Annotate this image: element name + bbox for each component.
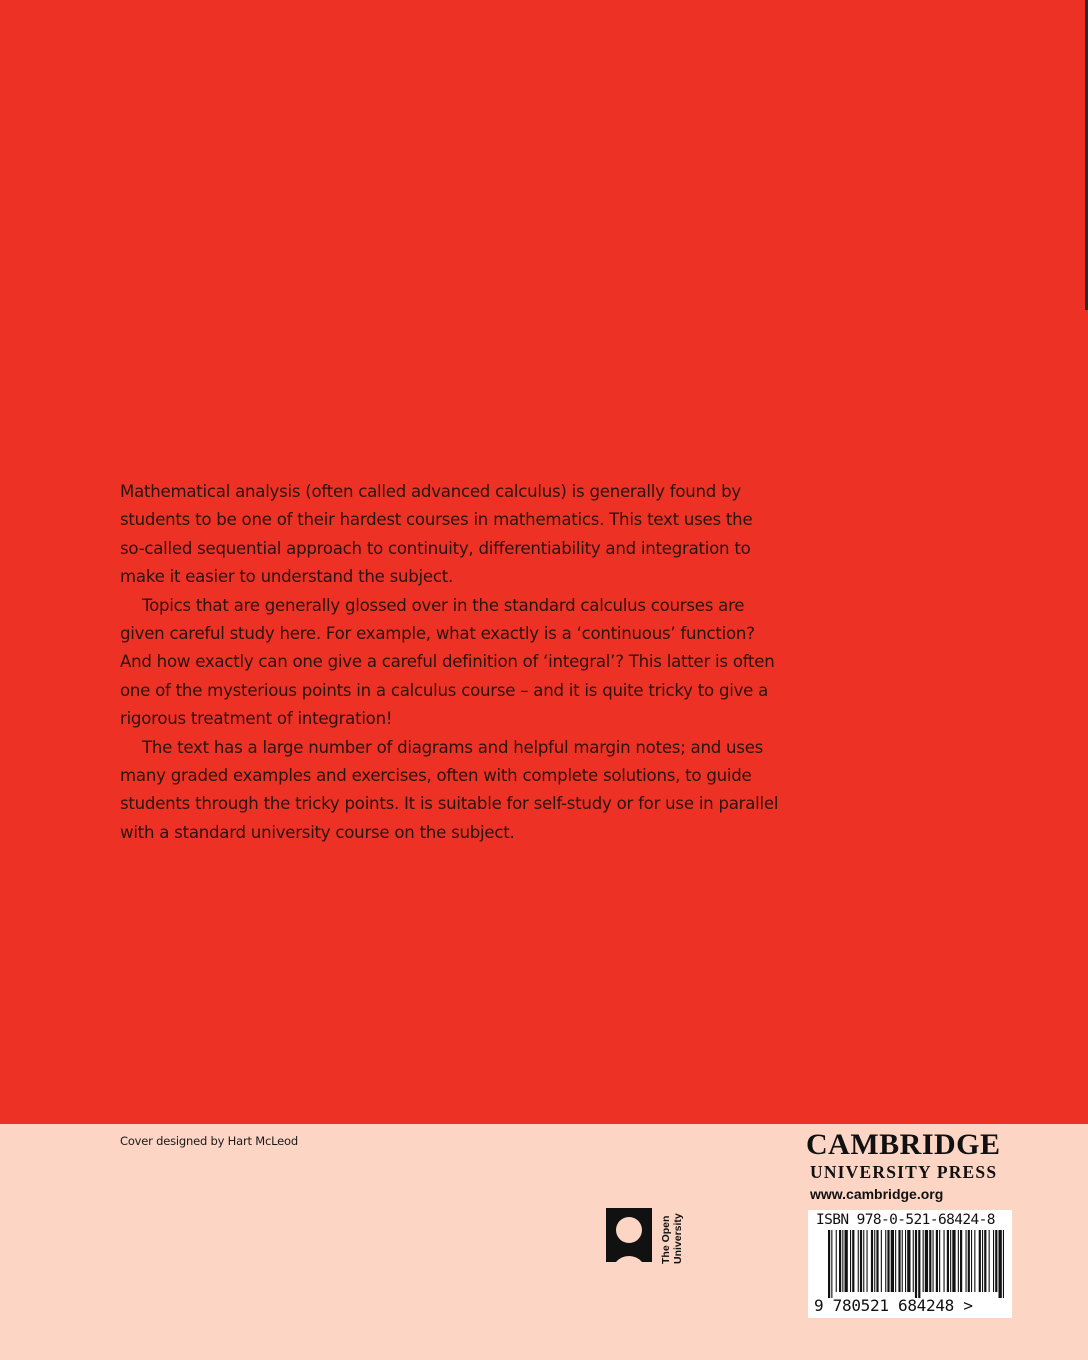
barcode-bar	[1003, 1230, 1004, 1298]
barcode-bar	[850, 1230, 851, 1292]
open-university-logo	[606, 1208, 686, 1278]
barcode-bar	[999, 1230, 1002, 1298]
open-university-icon	[606, 1208, 652, 1262]
barcode-bar	[839, 1230, 841, 1292]
barcode-bar	[995, 1230, 997, 1292]
back-cover-blurb	[120, 478, 780, 847]
barcode-bar	[876, 1230, 878, 1292]
publisher-url: www.cambridge.org	[810, 1186, 944, 1202]
barcode-bar	[907, 1230, 910, 1292]
barcode-bar	[858, 1230, 859, 1292]
barcode-bar	[966, 1230, 967, 1292]
barcode-bar	[828, 1230, 830, 1298]
open-university-line-1: The Open	[660, 1215, 672, 1264]
blurb-paragraph-3: The text has a large number of diagrams and helpful margin notes; and uses many graded examples and exercises, often with complete solutions, to guide students through the tricky points. It is suitable for self-study or for use in parallel with a standard university course on the subject.	[120, 737, 779, 842]
blurb-paragraph-1: Mathematical analysis (often called advanced calculus) is generally found by students to be one of their hardest courses in mathematics. This text uses the so-called sequential approach to continuity, differentiability and integration to make it easier to understand the subject.	[120, 482, 753, 587]
barcode-bar	[989, 1230, 990, 1292]
barcode-bar	[960, 1230, 962, 1292]
open-university-line-2: University	[672, 1213, 684, 1264]
barcode-bar	[993, 1230, 994, 1292]
barcode-bar	[891, 1230, 894, 1292]
barcode-bar	[831, 1230, 832, 1298]
cover-footer-band	[0, 1124, 1088, 1360]
barcode-bar	[974, 1230, 975, 1292]
barcode-bar	[971, 1230, 972, 1292]
cover-designer-credit: Cover designed by Hart McLeod	[120, 1134, 298, 1148]
barcode-bar	[845, 1230, 848, 1292]
barcode-bar	[836, 1230, 837, 1292]
barcode-bar	[979, 1230, 981, 1292]
publisher-name: CAMBRIDGE	[806, 1128, 1001, 1161]
blurb-paragraph-2: Topics that are generally glossed over in the standard calculus courses are given careful study here. For example, what exactly is a ‘continuous’ function? And how exactly can one give a careful definition of ‘integral’? This latter is often one of the mysterious points in a calculus course – and it is quite tricky to give a rigorous treatment of integration!	[120, 595, 775, 729]
barcode-bar	[933, 1230, 934, 1292]
barcode-bar	[982, 1230, 983, 1292]
barcode-bar	[944, 1230, 945, 1292]
isbn-barcode	[808, 1210, 1012, 1318]
barcode-bar	[860, 1230, 862, 1292]
barcode-bar	[852, 1230, 854, 1292]
barcode-bar	[871, 1230, 873, 1292]
barcode-bar	[968, 1230, 970, 1292]
barcode-digits: 9 780521 684248 >	[814, 1296, 973, 1315]
barcode-bar	[842, 1230, 843, 1292]
barcode-bar	[863, 1230, 864, 1292]
barcode-bar	[898, 1230, 900, 1292]
barcode-bar	[984, 1230, 986, 1292]
publisher-subtitle: UNIVERSITY PRESS	[810, 1162, 998, 1182]
barcode-bar	[952, 1230, 955, 1292]
isbn-label: ISBN 978-0-521-68424-8	[816, 1212, 995, 1228]
barcode-bar	[939, 1230, 940, 1292]
barcode-bar	[913, 1230, 914, 1292]
barcode-bar	[925, 1230, 928, 1292]
barcode-bar	[885, 1230, 886, 1292]
barcode-bar	[881, 1230, 882, 1292]
barcode-bar	[947, 1230, 949, 1292]
barcode-bar	[915, 1230, 917, 1298]
barcode-bars	[828, 1230, 1004, 1298]
barcode-bar	[929, 1230, 931, 1292]
barcode-bar	[895, 1230, 896, 1292]
barcode-bar	[950, 1230, 951, 1292]
barcode-bar	[918, 1230, 920, 1298]
barcode-bar	[923, 1230, 924, 1292]
open-university-wordmark	[660, 1213, 684, 1264]
publisher-logo	[806, 1128, 1018, 1202]
barcode-bar	[958, 1230, 959, 1292]
barcode-bar	[887, 1230, 889, 1292]
barcode-bar	[874, 1230, 875, 1292]
barcode-bar	[936, 1230, 938, 1292]
barcode-bar	[902, 1230, 903, 1292]
barcode-bar	[867, 1230, 868, 1292]
barcode-bar	[905, 1230, 906, 1292]
